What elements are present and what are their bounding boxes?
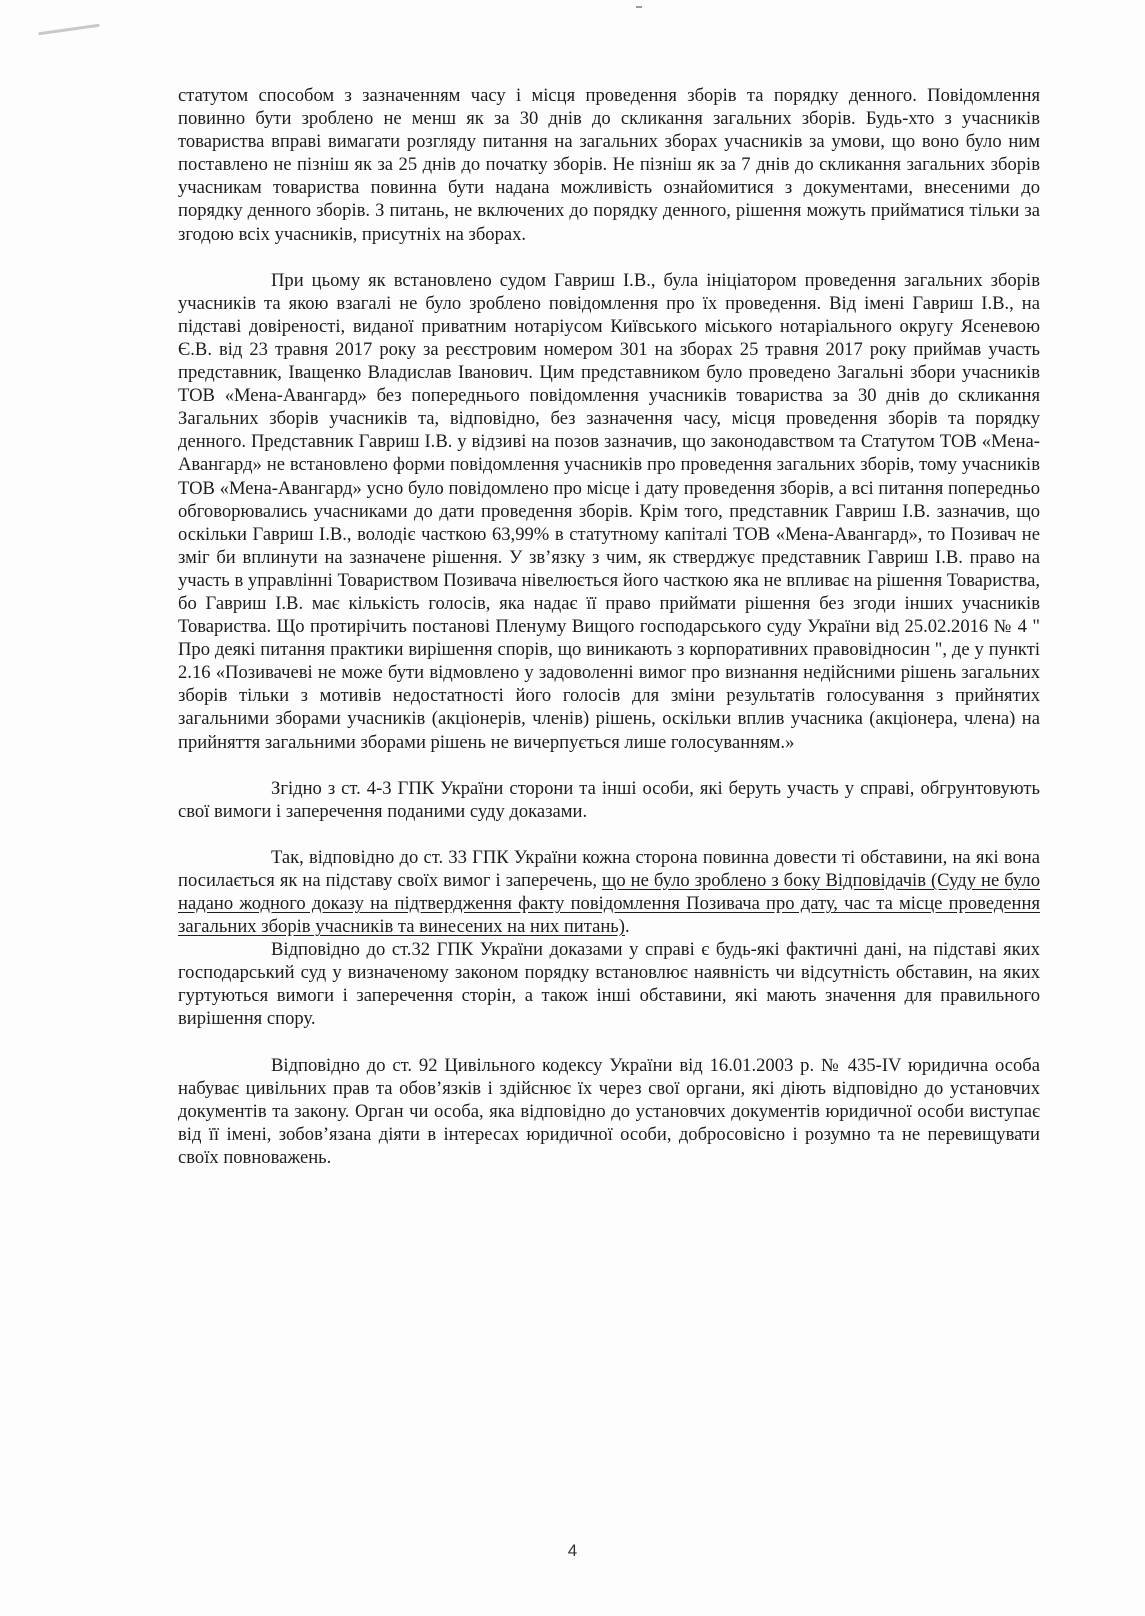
page-number: 4 — [567, 1541, 578, 1560]
scan-artifact — [38, 24, 100, 36]
scan-artifact — [636, 6, 642, 8]
underlined-argument: що не було зроблено з боку Відповідачів (Суду не було надано жодного доказу на підтвердження факту повідомлення Позивача про дату, час та місце проведення загальних зборів учасників та винесених на них питань) — [178, 869, 1040, 938]
paragraph-notice-requirements: статутом способом з зазначенням часу і місця проведення зборів та порядку денного. Повідомлення повинно бути зроблено не менш як за 30 днів до скликання загальних зборів. Будь-хто з учасників товариства вправі вимагати розгляду питання на загальних зборах учасників за умови, що воно було ним поставлено не пізніш як за 25 днів до початку зборів. Не пізніш як за 7 днів до скликання загальних зборів учасникам товариства повинна бути надана можливість ознайомитися з документами, внесеними до порядку денного зборів. З питань, не включених до порядку денного, рішення можуть прийматися тільки за згодою всіх учасників, присутніх на зборах. — [178, 85, 1040, 245]
paragraph-court-findings: При цьому як встановлено судом Гавриш І.В., була ініціатором проведення загальних зборів учасників та якою взагалі не було зроблено повідомлення про їх проведення. Від імені Гавриш І.В., на підставі довіреності, виданої приватним нотаріусом Київського міського нотаріального округу Ясеневою Є.В. від 23 травня 2017 року за реєстровим номером 301 на зборах 25 травня 2017 року приймав участь представник, Іващенко Владислав Іванович. Цим представником було проведено Загальні збори учасників ТОВ «Мена-Авангард» без попереднього повідомлення учасників товариства за 30 днів до скликання Загальних зборів учасників та, відповідно, без зазначення часу, місця проведення зборів та порядку денного. Представник Гавриш І.В. у відзиві на позов зазначив, що законодавством та Статутом ТОВ «Мена-Авангард» не встановлено форми повідомлення учасників про проведення загальних зборів, тому учасників ТОВ «Мена-Авангард» усно було повідомлено про місце і дату проведення зборів, а всі питання попередньо обговорювались учасниками до дати проведення зборів. Крім того, представник Гавриш І.В. зазначив, що оскільки Гавриш І.В., володіє часткою 63,99% в статутному капіталі ТОВ «Мена-Авангард», то Позивач не зміг би вплинути на зазначене рішення. У зв’язку з чим, як стверджує представник Гавриш І.В. право на участь в управлінні Товариством Позивача нівелюється його часткою яка не впливає на рішення Товариства, бо Гавриш І.В. має кількість голосів, яка надає її право приймати рішення без згоди інших учасників Товариства. Що протирічить постанові Пленуму Вищого господарського суду України від 25.02.2016 № 4 " Про деякі питання практики вирішення спорів, що виникають з корпоративних правовідносин ", де у пункті 2.16 «Позивачеві не може бути відмовлено у задоволенні вимог про визнання недійсними рішень загальних зборів тільки з мотивів недостатності його голосів для зміни результатів голосування з прийнятих загальними зборами учасників (акціонерів, членів) рішень, оскільки вплив учасника (акціонера, члена) на прийняття загальними зборами рішень не вичерпується лише голосуванням.» — [178, 269, 1040, 753]
paragraph-article-4-3: Згідно з ст. 4-3 ГПК України сторони та інші особи, які беруть участь у справі, обгрунтовують свої вимоги і заперечення поданими суду доказами. — [178, 777, 1040, 822]
paragraph-article-32: Відповідно до ст.32 ГПК України доказами у справі є будь-які фактичні дані, на підставі яких господарський суд у визначеному законом порядку встановлює наявність чи відсутність обставин, на яких гуртуються вимоги і заперечення сторін, а також інші обставини, які мають значення для правильного вирішення спору. — [178, 939, 1040, 1030]
paragraph-civil-code-92: Відповідно до ст. 92 Цивільного кодексу України від 16.01.2003 р. № 435-IV юридична особа набуває цивільних прав та обов’язків і здійснює їх через свої органи, які діють відповідно до установчих документів та закону. Орган чи особа, яка відповідно до установчих документів юридичної особи виступає від її імені, зобов’язана діяти в інтересах юридичної особи, добросовісно і розумно та не перевищувати своїх повноважень. — [178, 1054, 1040, 1168]
paragraph-article-33-text: Так, відповідно до ст. 33 ГПК України кожна сторона повинна довести ті обставини, на які вона посилається як на підставу своїх вимог і заперечень, — [178, 846, 1040, 891]
paragraph-article-33 — [178, 846, 1040, 938]
document-body — [178, 84, 1040, 1169]
paragraph-article-33-tail: . — [624, 916, 630, 938]
